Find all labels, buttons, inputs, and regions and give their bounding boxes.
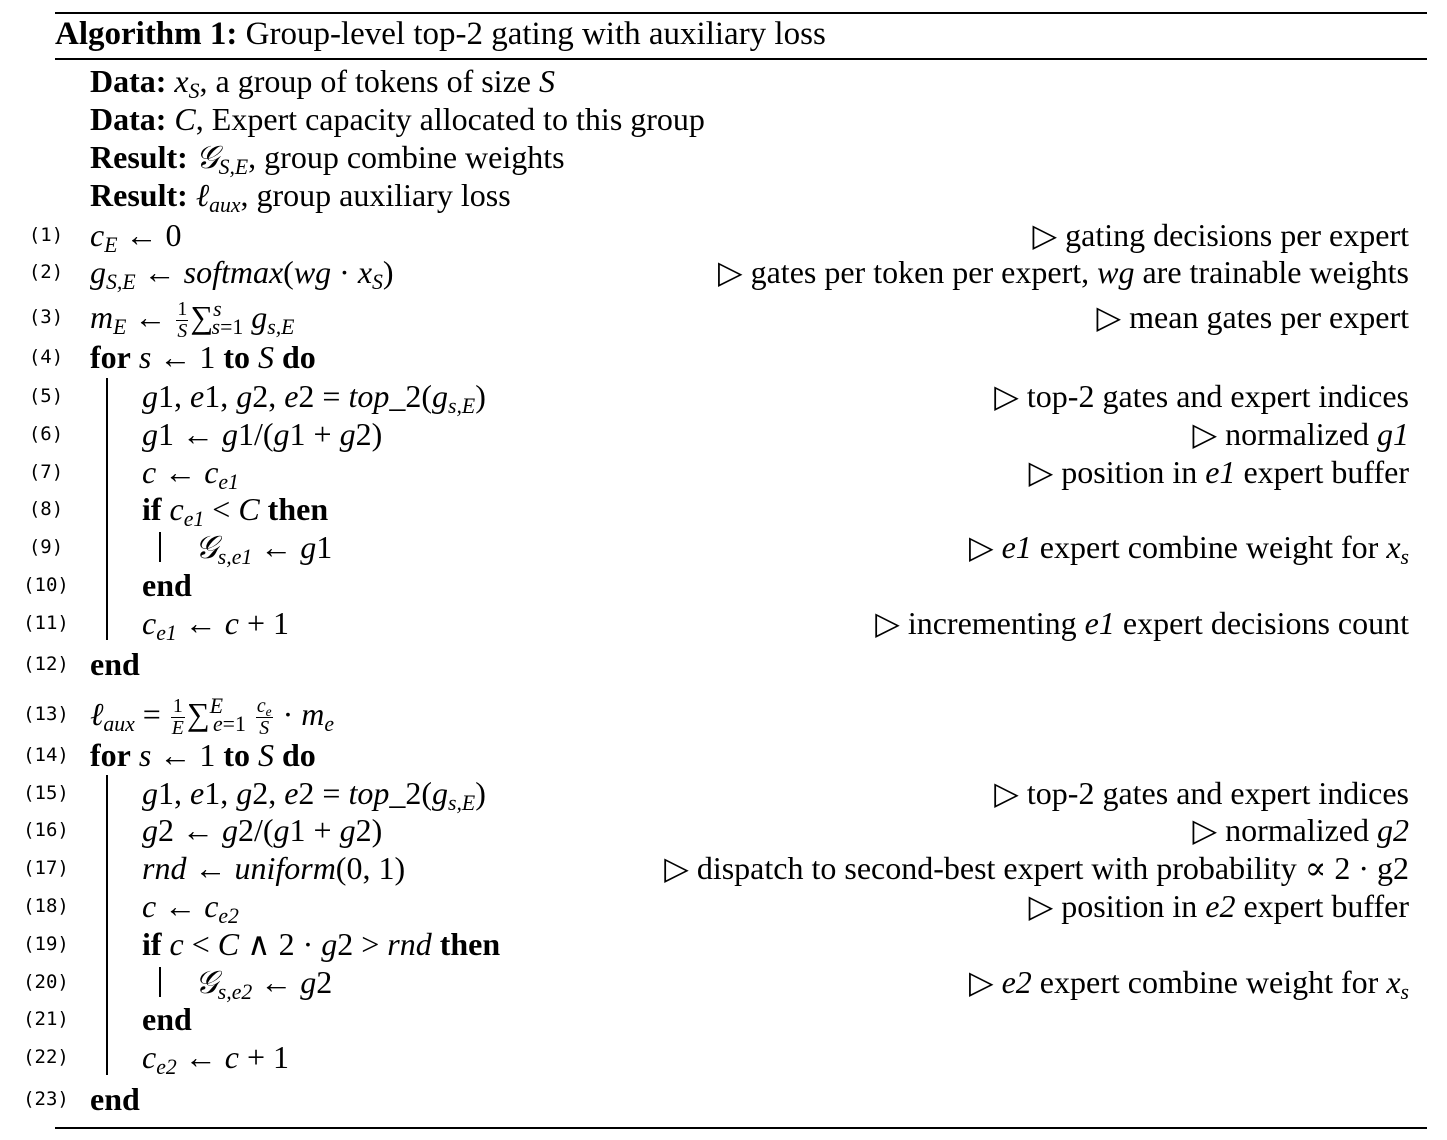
algo-line-11: (11) $c_{e1}$ ← c + 1 ▷ incrementing e1 expert decisions count: [0, 604, 1447, 642]
algo-line-5: (5) g1, e1, g2, $e2 = top\_2(g_{s,E})$ ▷ top-2 gates and expert indices: [0, 377, 1447, 415]
line-comment: ▷ top-2 gates and expert indices: [994, 378, 1409, 414]
line-comment: ▷ position in e2 expert buffer: [1028, 888, 1409, 924]
line-number: (14): [23, 744, 69, 766]
line-number: (21): [23, 1008, 69, 1030]
line-number: (16): [23, 819, 69, 841]
line-number: (22): [23, 1046, 69, 1068]
line-comment: ▷ normalized g1: [1192, 416, 1409, 452]
line-number: (1): [28, 224, 64, 246]
algo-line-20: (20) 𝒢$_{s,e2}$ ← g2 ▷ e2 expert combine weight for $x_s$: [0, 963, 1447, 1001]
algorithm-label: Algorithm 1:: [55, 16, 238, 52]
line-comment: ▷ normalized g2: [1192, 812, 1409, 848]
result-weights-text: , group combine weights: [248, 139, 565, 175]
line-number: (2): [28, 261, 64, 283]
algo-line-2: (2) $g_{S,E}$ ← softmax(wg · $x_S$) ▷ gates per token per expert, wg are trainable weights: [0, 253, 1447, 291]
data-input-capacity: Data: C, Expert capacity allocated to this group: [90, 101, 705, 137]
algo-line-17: (17) rnd ← uniform(0, 1) ▷ dispatch to second-best expert with probability ∝ 2 · g2: [0, 849, 1447, 887]
line-number: (3): [28, 306, 64, 328]
line-comment: ▷ gating decisions per expert: [1032, 217, 1409, 253]
algo-line-19: (19) if c < C ∧ 2 · g2 > rnd then: [0, 925, 1447, 963]
bottom-rule: [55, 1127, 1427, 1129]
result-combine-weights: Result: 𝒢$_{S,E}$, group combine weights: [90, 138, 565, 180]
line-number: (7): [28, 461, 64, 483]
line-number: (9): [28, 536, 64, 558]
line-comment: ▷ e2 expert combine weight for $x_s$: [968, 964, 1409, 1005]
line-number: (19): [23, 933, 69, 955]
line-number: (11): [23, 612, 69, 634]
algo-line-16: (16) g2 ← g2/(g1 + g2) ▷ normalized g2: [0, 811, 1447, 849]
algo-line-10: (10) end: [0, 566, 1447, 604]
data-input-tokens: Data: $x_S$, a group of tokens of size S: [90, 63, 555, 104]
algo-line-23: (23) end: [0, 1080, 1447, 1118]
result-keyword: Result:: [90, 177, 188, 213]
line-number: (20): [23, 971, 69, 993]
algo-line-6: (6) g1 ← g1/(g1 + g2) ▷ normalized g1: [0, 415, 1447, 453]
line-number: (8): [28, 498, 64, 520]
result-loss-text: , group auxiliary loss: [240, 177, 511, 213]
line-comment: ▷ top-2 gates and expert indices: [994, 775, 1409, 811]
line-number: (17): [23, 857, 69, 879]
algo-line-9: (9) 𝒢$_{s,e1}$ ← g1 ▷ e1 expert combine weight for $x_s$: [0, 528, 1447, 566]
line-number: (15): [23, 782, 69, 804]
algo-line-4: (4) for s ← 1 to S do: [0, 338, 1447, 376]
title-rule: [55, 58, 1427, 60]
line-number: (6): [28, 423, 64, 445]
data-keyword: Data:: [90, 63, 167, 99]
result-aux-loss: Result: ℓ$_{aux}$, group auxiliary loss: [90, 177, 511, 218]
algo-line-21: (21) end: [0, 1000, 1447, 1038]
algo-line-3: (3) $m_E$ ← $\frac{1}{S}$ ∑$^s_{s=1}$ $g_{s,E}$ ▷ mean gates per expert: [0, 298, 1447, 336]
algo-line-14: (14) for s ← 1 to S do: [0, 736, 1447, 774]
line-comment: ▷ gates per token per expert, wg are trainable weights: [717, 254, 1409, 290]
algo-line-15: (15) g1, e1, g2, $e2 = top\_2(g_{s,E})$ ▷ top-2 gates and expert indices: [0, 774, 1447, 812]
line-comment: ▷ position in e1 expert buffer: [1028, 454, 1409, 490]
line-number: (5): [28, 385, 64, 407]
line-comment: ▷ e1 expert combine weight for $x_s$: [968, 529, 1409, 570]
line-comment: ▷ dispatch to second-best expert with probability ∝ 2 · g2: [664, 850, 1409, 886]
algo-line-1: (1) $c_E$ ← 0 ▷ gating decisions per expert: [0, 216, 1447, 254]
algorithm-title: [55, 14, 826, 54]
line-number: (4): [28, 346, 64, 368]
line-number: (12): [23, 653, 69, 675]
algorithm-title-text: Group-level top-2 gating with auxiliary loss: [245, 16, 826, 52]
line-number: (10): [23, 574, 69, 596]
data-keyword: Data:: [90, 101, 167, 137]
algo-line-7: (7) c ← $c_{e1}$ ▷ position in e1 expert buffer: [0, 453, 1447, 491]
line-comment: ▷ incrementing e1 expert decisions count: [875, 605, 1409, 641]
algo-line-8: (8) if $c_{e1} < C$ then: [0, 490, 1447, 528]
algo-line-22: (22) $c_{e2}$ ← c + 1: [0, 1038, 1447, 1076]
line-number: (23): [23, 1088, 69, 1110]
algo-line-18: (18) c ← $c_{e2}$ ▷ position in e2 expert buffer: [0, 887, 1447, 925]
line-number: (18): [23, 895, 69, 917]
line-comment: ▷ mean gates per expert: [1096, 299, 1409, 335]
algo-line-13: (13) ℓ$_{aux}$ = $\frac{1}{E}$ ∑$^E_{e=1}$ $\frac{c_e}{S}$ · $m_e$: [0, 695, 1447, 733]
data-capacity-text: , Expert capacity allocated to this group: [195, 101, 705, 137]
algo-line-12: (12) end: [0, 645, 1447, 683]
result-keyword: Result:: [90, 139, 188, 175]
line-number: (13): [23, 703, 69, 725]
